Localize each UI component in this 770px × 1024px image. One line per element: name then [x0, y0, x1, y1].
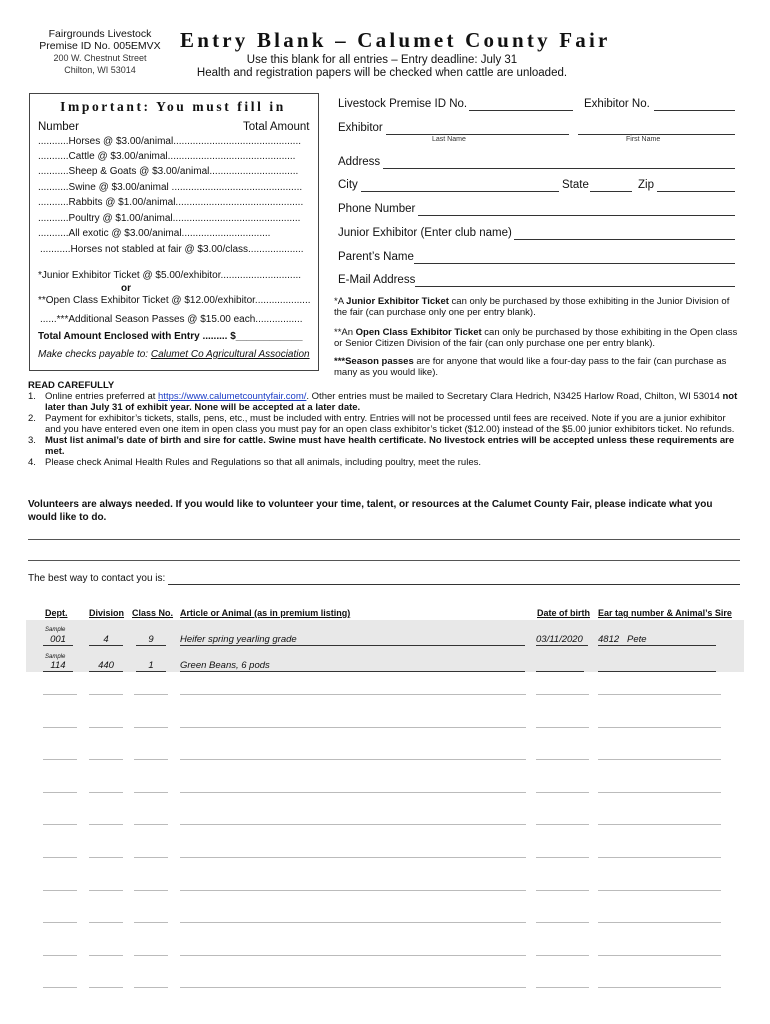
- entry-article-input[interactable]: [180, 857, 526, 858]
- note1-bold: Junior Exhibitor Ticket: [346, 296, 449, 307]
- entry-ear-tag-input[interactable]: [598, 759, 721, 760]
- sample-division: 440: [89, 660, 123, 672]
- email-input[interactable]: [415, 286, 735, 287]
- parent-name-label: Parent’s Name: [338, 251, 414, 263]
- entry-dept-input[interactable]: [43, 987, 77, 988]
- fee-line-horses-not-stabled[interactable]: ...........Horses not stabled at fair @ $3.00/class....................: [40, 244, 304, 255]
- entry-dob-input[interactable]: [536, 890, 589, 891]
- entry-article-input[interactable]: [180, 987, 526, 988]
- total-enclosed-line[interactable]: Total Amount Enclosed with Entry ......... $____________: [38, 331, 303, 342]
- sample-label: Sample: [45, 654, 66, 660]
- entry-dob-input[interactable]: [536, 922, 589, 923]
- total-column-header: Total Amount: [243, 121, 310, 133]
- zip-label: Zip: [638, 179, 654, 191]
- sample-division: 4: [89, 634, 123, 646]
- instruction-2-text: Payment for exhibitor’s tickets, stalls, pens, etc., must be included with entry. Entries will not be processed until fees are received. Note if you are a junior exhibitor and you have entered even one item in open class you must pay for an open class exhibitor’s ticket ($12.00) instead of the $5.00 junior exhibitors ticket. No refunds.: [45, 413, 735, 435]
- fee-line-poultry[interactable]: ...........Poultry @ $1.00/animal..............................................: [38, 213, 301, 224]
- junior-ticket-line[interactable]: *Junior Exhibitor Ticket @ $5.00/exhibitor.............................: [38, 270, 302, 281]
- exhibitor-no-input[interactable]: [654, 110, 735, 111]
- entry-class-no-input[interactable]: [134, 890, 168, 891]
- entry-division-input[interactable]: [89, 857, 123, 858]
- entry-article-input[interactable]: [180, 922, 526, 923]
- sample-dept: 114: [43, 660, 73, 672]
- entry-dob-input[interactable]: [536, 955, 589, 956]
- entry-ear-tag-input[interactable]: [598, 727, 721, 728]
- entry-dob-input[interactable]: [536, 824, 589, 825]
- fair-website-link[interactable]: https://www.calumetcountyfair.com/: [158, 391, 307, 402]
- fee-line-exotic[interactable]: ...........All exotic @ $3.00/animal................................: [38, 228, 271, 239]
- entry-dept-input[interactable]: [43, 922, 77, 923]
- entry-dob-input[interactable]: [536, 857, 589, 858]
- fee-line-swine[interactable]: ...........Swine @ $3.00/animal ...............................................: [38, 182, 303, 193]
- dob-header: Date of birth: [537, 608, 590, 618]
- sample-label: Sample: [45, 627, 66, 633]
- number-column-header: Number: [38, 121, 79, 133]
- note2-prefix: **An: [334, 327, 356, 338]
- entry-class-no-input[interactable]: [134, 955, 168, 956]
- volunteer-prompt: Volunteers are always needed. If you would like to volunteer your time, talent, or resources at the Calumet County Fair, please indicate what you would like to do.: [28, 499, 713, 523]
- entry-dept-input[interactable]: [43, 955, 77, 956]
- sample-class-no: 9: [136, 634, 166, 646]
- entry-class-no-input[interactable]: [134, 922, 168, 923]
- note3-bold: ***Season passes: [334, 356, 414, 367]
- org-street: 200 W. Chestnut Street: [53, 53, 147, 63]
- entry-article-input[interactable]: [180, 694, 526, 695]
- open-ticket-line[interactable]: **Open Class Exhibitor Ticket @ $12.00/exhibitor....................: [38, 295, 311, 306]
- volunteer-line-2[interactable]: [28, 560, 740, 561]
- last-name-input[interactable]: [386, 134, 569, 135]
- note2-text: can only be purchased by those exhibiting in the Open class or Senior Citizen Division of the fair (can only purchase one per entry blank).: [334, 327, 738, 349]
- dept-header: Dept.: [45, 608, 68, 618]
- address-input[interactable]: [383, 168, 735, 169]
- entry-article-input[interactable]: [180, 792, 526, 793]
- fee-line-cattle[interactable]: ...........Cattle @ $3.00/animal..............................................: [38, 151, 296, 162]
- entry-dept-input[interactable]: [43, 694, 77, 695]
- fee-line-horses[interactable]: ...........Horses @ $3.00/animal..............................................: [38, 136, 302, 147]
- note1-prefix: *A: [334, 296, 347, 307]
- entry-dept-input[interactable]: [43, 759, 77, 760]
- fee-line-rabbits[interactable]: ...........Rabbits @ $1.00/animal..............................................: [38, 197, 304, 208]
- entry-division-input[interactable]: [89, 987, 123, 988]
- entry-ear-tag-input[interactable]: [598, 694, 721, 695]
- sample-dob: [536, 660, 584, 672]
- instruction-3-text: Must list animal’s date of birth and sire for cattle. Swine must have health certificate. No livestock entries will be accepted unless these requirements are met.: [45, 435, 735, 457]
- entry-dob-input[interactable]: [536, 792, 589, 793]
- contact-label: The best way to contact you is:: [28, 573, 166, 584]
- note1-text: can only be purchased by those exhibiting in the Junior Division of the fair (can purchase only one per entry blank).: [334, 296, 730, 318]
- entry-dob-input[interactable]: [536, 759, 589, 760]
- last-name-caption: Last Name: [432, 136, 466, 143]
- entry-division-input[interactable]: [89, 955, 123, 956]
- org-premise-id: Premise ID No. 005EMVX: [39, 40, 161, 52]
- fee-line-sheep-goats[interactable]: ...........Sheep & Goats @ $3.00/animal................................: [38, 166, 299, 177]
- entry-division-input[interactable]: [89, 890, 123, 891]
- premise-id-input[interactable]: [469, 110, 573, 111]
- entry-class-no-input[interactable]: [134, 727, 168, 728]
- email-label: E-Mail Address: [338, 274, 416, 286]
- first-name-caption: First Name: [626, 136, 661, 143]
- entry-dob-input[interactable]: [536, 987, 589, 988]
- entry-article-input[interactable]: [180, 759, 526, 760]
- instruction-1: 1. Online entries preferred at https://www.calumetcountyfair.com/. Other entries must be mailed to Secretary Clara Hedrich, N3425 Harlow Road, Chilton, WI 53014 not later than July 31 of exhibit year. None will be accepted at a later date.: [28, 391, 738, 413]
- premise-id-label: Livestock Premise ID No.: [338, 98, 468, 110]
- entry-article-input[interactable]: [180, 824, 526, 825]
- entry-class-no-input[interactable]: [134, 987, 168, 988]
- entry-ear-tag-input[interactable]: [598, 824, 721, 825]
- entry-dept-input[interactable]: [43, 824, 77, 825]
- entry-division-input[interactable]: [89, 824, 123, 825]
- org-name: Fairgrounds Livestock: [48, 28, 152, 40]
- entry-division-input[interactable]: [89, 792, 123, 793]
- state-label: State: [562, 179, 589, 191]
- subtitle-deadline: Use this blank for all entries – Entry deadline: July 31: [246, 54, 518, 66]
- entry-dept-input[interactable]: [43, 792, 77, 793]
- entry-division-input[interactable]: [89, 759, 123, 760]
- entry-class-no-input[interactable]: [134, 792, 168, 793]
- instructions-list: [28, 391, 744, 468]
- entry-dob-input[interactable]: [536, 694, 589, 695]
- instruction-1-text: Online entries preferred at: [45, 391, 159, 402]
- entry-division-input[interactable]: [89, 694, 123, 695]
- entry-class-no-input[interactable]: [134, 857, 168, 858]
- contact-input[interactable]: [168, 584, 740, 585]
- instruction-1-address: . Other entries must be mailed to Secretary Clara Hedrich, N3425 Harlow Road, Chilton, WI 53014: [306, 391, 723, 402]
- entry-division-input[interactable]: [89, 922, 123, 923]
- note3-text: are for anyone that would like a four-day pass to the fair (can purchase as many as you would like).: [334, 356, 727, 378]
- phone-input[interactable]: [418, 215, 735, 216]
- checks-payable: [38, 349, 310, 360]
- entry-class-no-input[interactable]: [134, 824, 168, 825]
- zip-input[interactable]: [657, 191, 735, 192]
- sample-ear-tag: [598, 660, 716, 672]
- subtitle-health: Health and registration papers will be checked when cattle are unloaded.: [196, 67, 568, 79]
- ear-tag-header: Ear tag number & Animal’s Sire: [598, 608, 732, 618]
- entry-article-input[interactable]: [180, 955, 526, 956]
- entry-ear-tag-input[interactable]: [598, 922, 721, 923]
- season-pass-line[interactable]: ......***Additional Season Passes @ $15.00 each.................: [40, 314, 303, 325]
- open-ticket-note: [334, 327, 740, 349]
- organization-info: [26, 28, 174, 76]
- entry-ear-tag-input[interactable]: [598, 792, 721, 793]
- sample-article: Green Beans, 6 pods: [180, 660, 525, 672]
- instruction-4-text: Please check Animal Health Rules and Regulations so that all animals, including poultry, meet the rules.: [45, 457, 482, 468]
- entry-division-input[interactable]: [89, 727, 123, 728]
- article-header: Article or Animal (as in premium listing): [180, 608, 351, 618]
- instruction-2: 2. Payment for exhibitor’s tickets, stalls, pens, etc., must be included with entry. Entries will not be processed until fees are received. Note if you are a junior exhibitor and you have entered even one item in open class you must pay for an open class exhibitor’s ticket ($12.00) instead of the $5.00 junior exhibitors ticket. No refunds.: [28, 413, 735, 435]
- note2-bold: Open Class Exhibitor Ticket: [355, 327, 482, 338]
- exhibitor-no-label: Exhibitor No.: [584, 98, 650, 110]
- sample-dept: 001: [43, 634, 73, 646]
- club-input[interactable]: [514, 239, 735, 240]
- junior-ticket-note: [334, 296, 740, 318]
- org-city: Chilton, WI 53014: [64, 65, 136, 75]
- entry-dob-input[interactable]: [536, 727, 589, 728]
- entry-class-no-input[interactable]: [134, 694, 168, 695]
- volunteer-line-1[interactable]: [28, 539, 740, 540]
- page-title: Entry Blank – Calumet County Fair: [180, 28, 611, 52]
- sample-article: Heifer spring yearling grade: [180, 634, 525, 646]
- instruction-3: 3. Must list animal’s date of birth and sire for cattle. Swine must have health certificate. No livestock entries will be accepted unless these requirements are met.: [28, 435, 735, 457]
- address-label: Address: [338, 156, 381, 168]
- season-pass-note: [334, 356, 740, 378]
- exhibitor-label: Exhibitor: [338, 122, 383, 134]
- instruction-1-deadline: not later than July 31 of exhibit year. None will be accepted at a later date.: [45, 391, 738, 413]
- sample-ear-tag: 4812 Pete: [598, 634, 716, 646]
- or-label: or: [121, 283, 131, 294]
- division-header: Division: [89, 608, 125, 618]
- checks-prefix: Make checks payable to:: [38, 349, 151, 360]
- entry-article-input[interactable]: [180, 727, 526, 728]
- checks-payee: Calumet Co Agricultural Association: [150, 349, 310, 360]
- sample-dob: 03/11/2020: [536, 634, 588, 646]
- instruction-4: 4. Please check Animal Health Rules and Regulations so that all animals, including poultry, meet the rules.: [28, 457, 482, 468]
- city-label: City: [338, 179, 358, 191]
- class-no-header: Class No.: [132, 608, 174, 618]
- parent-name-input[interactable]: [414, 263, 735, 264]
- entry-ear-tag-input[interactable]: [598, 955, 721, 956]
- city-input[interactable]: [361, 191, 559, 192]
- entry-dept-input[interactable]: [43, 890, 77, 891]
- entry-class-no-input[interactable]: [134, 759, 168, 760]
- read-carefully-heading: READ CAREFULLY: [28, 380, 115, 391]
- entry-ear-tag-input[interactable]: [598, 857, 721, 858]
- entry-ear-tag-input[interactable]: [598, 890, 721, 891]
- fee-box-heading: Important: You must fill in: [60, 99, 286, 114]
- sample-class-no: 1: [136, 660, 166, 672]
- entry-article-input[interactable]: [180, 890, 526, 891]
- phone-label: Phone Number: [338, 203, 416, 215]
- entry-ear-tag-input[interactable]: [598, 987, 721, 988]
- first-name-input[interactable]: [578, 134, 735, 135]
- club-label: Junior Exhibitor (Enter club name): [338, 227, 512, 239]
- state-input[interactable]: [590, 191, 632, 192]
- entry-dept-input[interactable]: [43, 857, 77, 858]
- entry-dept-input[interactable]: [43, 727, 77, 728]
